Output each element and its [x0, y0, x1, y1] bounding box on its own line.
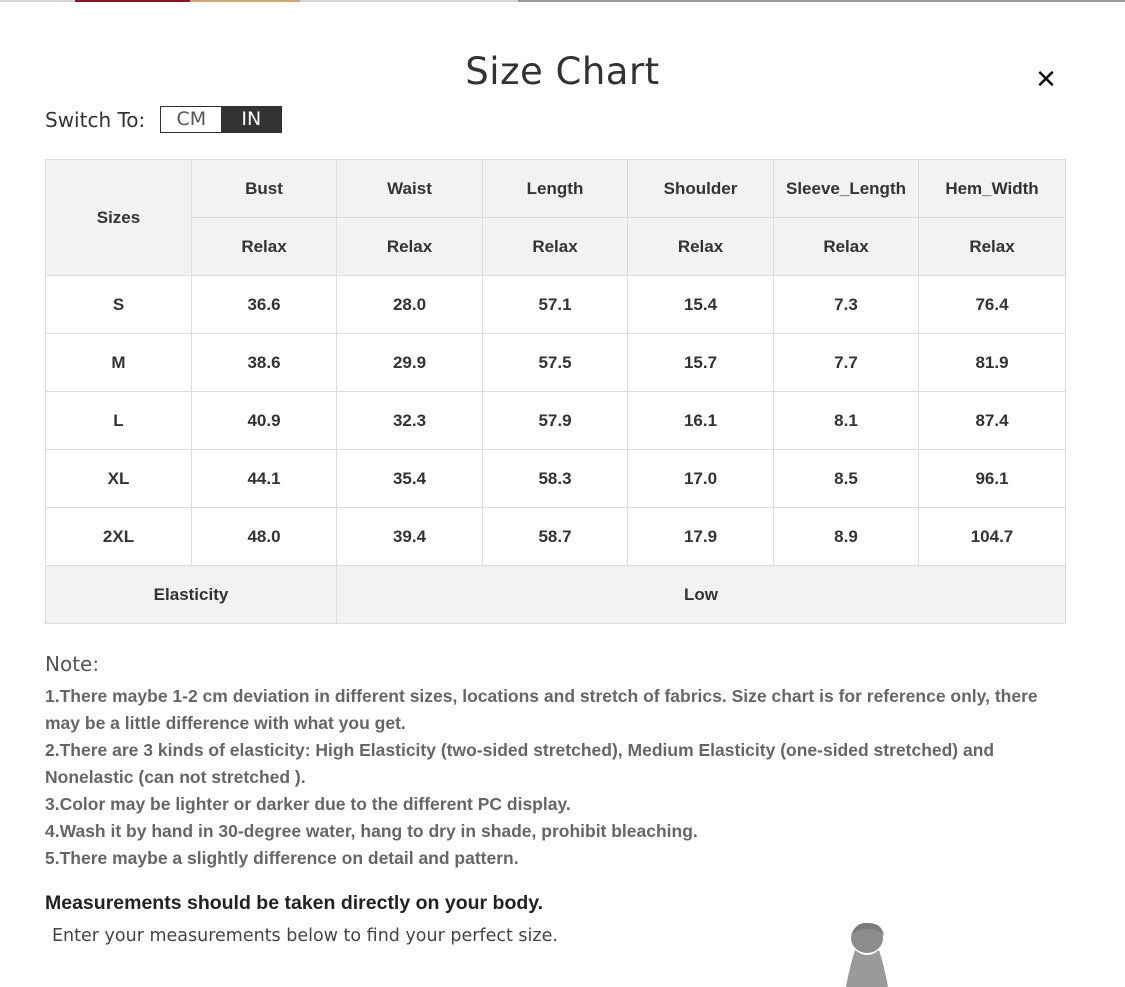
elasticity-row — [46, 566, 1066, 624]
table-row — [46, 508, 1066, 566]
table-subheader-row — [46, 218, 1066, 276]
fit-subheader: Relax — [919, 218, 1066, 276]
sizes-header: Sizes — [46, 160, 192, 276]
table-cell: 58.3 — [483, 450, 628, 508]
table-cell: 38.6 — [192, 334, 337, 392]
size-cell: XL — [46, 450, 192, 508]
size-table — [45, 159, 1066, 624]
table-row — [46, 276, 1066, 334]
table-cell: 7.3 — [774, 276, 919, 334]
table-cell: 36.6 — [192, 276, 337, 334]
size-cell: M — [46, 334, 192, 392]
column-header: Hem_Width — [919, 160, 1066, 218]
unit-in-button[interactable]: IN — [221, 107, 281, 132]
column-header: Sleeve_Length — [774, 160, 919, 218]
fit-subheader: Relax — [337, 218, 483, 276]
table-header-row — [46, 160, 1066, 218]
table-cell: 17.0 — [628, 450, 774, 508]
unit-switcher — [45, 105, 282, 134]
table-cell: 81.9 — [919, 334, 1066, 392]
column-header: Length — [483, 160, 628, 218]
note-item: 1.There maybe 1-2 cm deviation in different sizes, locations and stretch of fabrics. Size chart is for reference only, there may be a little difference with what you get. — [45, 686, 1038, 733]
table-cell: 76.4 — [919, 276, 1066, 334]
column-header: Shoulder — [628, 160, 774, 218]
table-cell: 15.4 — [628, 276, 774, 334]
column-header: Bust — [192, 160, 337, 218]
table-cell: 29.9 — [337, 334, 483, 392]
table-cell: 57.1 — [483, 276, 628, 334]
unit-toggle — [160, 106, 282, 133]
fit-subheader: Relax — [192, 218, 337, 276]
column-header: Waist — [337, 160, 483, 218]
notes-list — [45, 683, 1045, 872]
fit-subheader: Relax — [483, 218, 628, 276]
table-cell: 87.4 — [919, 392, 1066, 450]
measurements-subtext: Enter your measurements below to find your perfect size. — [52, 926, 558, 946]
close-icon[interactable]: ✕ — [1035, 65, 1057, 95]
table-cell: 28.0 — [337, 276, 483, 334]
table-row — [46, 334, 1066, 392]
table-cell: 7.7 — [774, 334, 919, 392]
unit-cm-button[interactable]: CM — [161, 107, 221, 132]
table-cell: 104.7 — [919, 508, 1066, 566]
table-cell: 44.1 — [192, 450, 337, 508]
table-cell: 8.5 — [774, 450, 919, 508]
table-cell: 8.9 — [774, 508, 919, 566]
table-cell: 32.3 — [337, 392, 483, 450]
top-image-strip — [0, 0, 1125, 2]
fit-subheader: Relax — [774, 218, 919, 276]
table-row — [46, 392, 1066, 450]
table-cell: 96.1 — [919, 450, 1066, 508]
switch-label: Switch To: — [45, 107, 146, 132]
table-cell: 57.5 — [483, 334, 628, 392]
size-cell: L — [46, 392, 192, 450]
note-item: 3.Color may be lighter or darker due to the different PC display. — [45, 794, 571, 814]
note-item: 2.There are 3 kinds of elasticity: High Elasticity (two-sided stretched), Medium Elasticity (one-sided stretched) and Nonelastic (can not stretched ). — [45, 740, 995, 787]
note-heading: Note: — [45, 652, 100, 676]
note-item: 4.Wash it by hand in 30-degree water, hang to dry in shade, prohibit bleaching. — [45, 821, 698, 841]
body-figure-icon — [822, 920, 912, 987]
table-cell: 57.9 — [483, 392, 628, 450]
size-cell: S — [46, 276, 192, 334]
measurements-heading: Measurements should be taken directly on your body. — [45, 892, 544, 914]
table-cell: 40.9 — [192, 392, 337, 450]
table-cell: 48.0 — [192, 508, 337, 566]
size-cell: 2XL — [46, 508, 192, 566]
dialog-title: Size Chart — [465, 50, 660, 93]
table-cell: 15.7 — [628, 334, 774, 392]
note-item: 5.There maybe a slightly difference on detail and pattern. — [45, 848, 519, 868]
table-cell: 35.4 — [337, 450, 483, 508]
table-cell: 17.9 — [628, 508, 774, 566]
elasticity-label: Elasticity — [46, 566, 337, 624]
fit-subheader: Relax — [628, 218, 774, 276]
table-cell: 8.1 — [774, 392, 919, 450]
table-row — [46, 450, 1066, 508]
table-cell: 16.1 — [628, 392, 774, 450]
elasticity-value: Low — [337, 566, 1066, 624]
table-cell: 39.4 — [337, 508, 483, 566]
table-cell: 58.7 — [483, 508, 628, 566]
